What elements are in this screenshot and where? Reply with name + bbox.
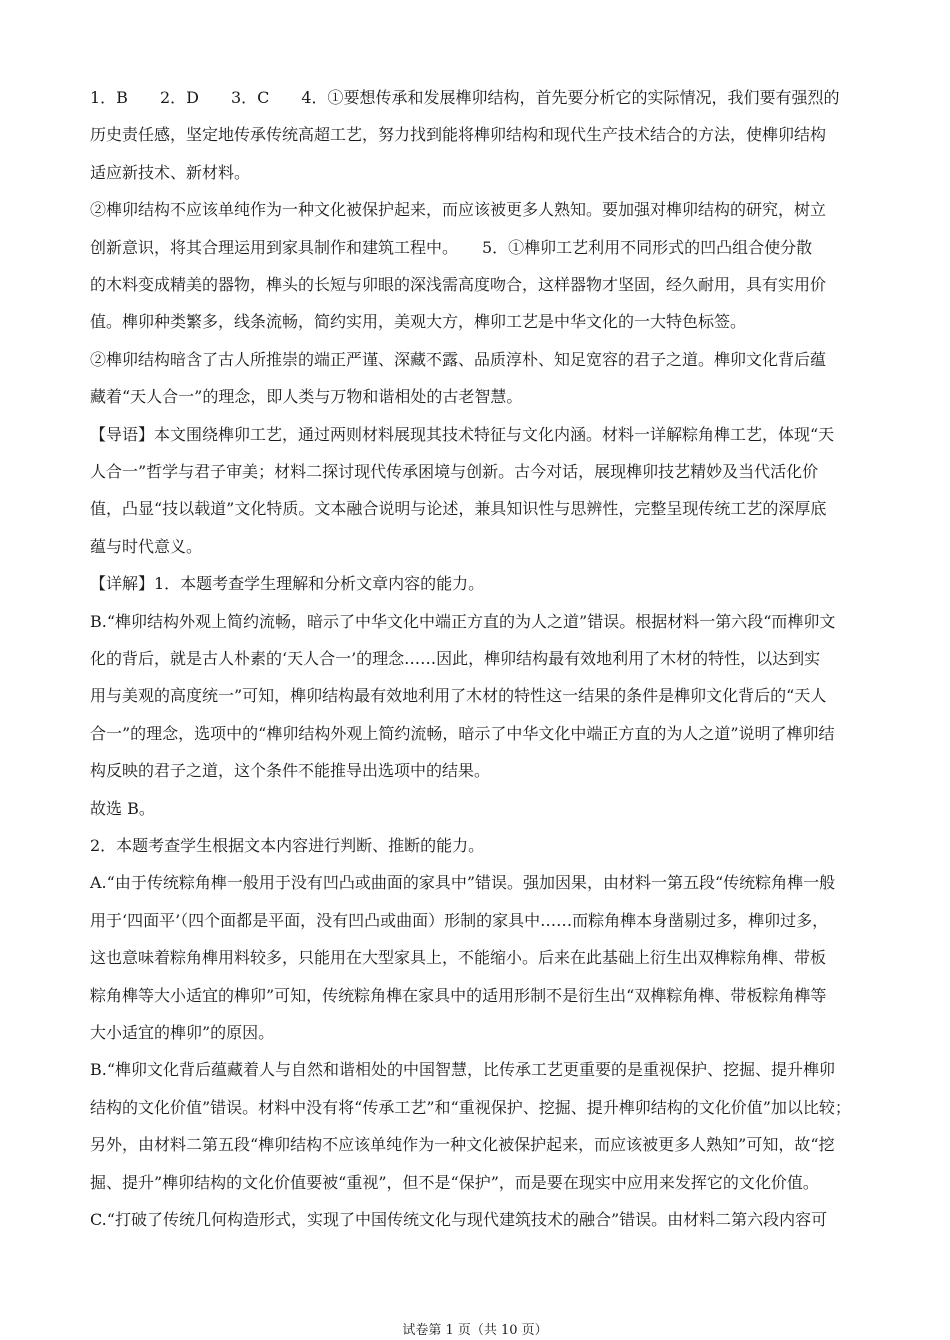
page-footer: 试卷第 1 页（共 10 页）	[402, 1323, 548, 1338]
text-line: 用与美观的高度统一”可知，榫卯结构最有效地利用了木材的特性这一结果的条件是榫卯文化背后的“天人	[90, 686, 827, 706]
text-line: 掘、提升”榫卯结构的文化价值要被“重视”，但不是“保护”，而是要在现实中应用来发挥它的文化价值。	[90, 1172, 819, 1192]
text-line: ②榫卯结构不应该单纯作为一种文化被保护起来，而应该被更多人熟知。要加强对榫卯结构的研究，树立	[90, 200, 827, 220]
text-line: 用于‘四面平’（四个面都是平面，没有凹凸或曲面）形制的家具中……而粽角榫本身凿剔过多，榫卯过多，	[90, 910, 829, 930]
text-line: 历史责任感，坚定地传承传统高超工艺，努力找到能将榫卯结构和现代生产技术结合的方法，使榫卯结构	[90, 125, 827, 145]
text-line: 故选 B。	[90, 798, 155, 818]
text-line: ②榫卯结构暗含了古人所推崇的端正严谨、深藏不露、品质淳朴、知足宽容的君子之道。榫卯文化背后蕴	[90, 349, 827, 369]
text-line: A.“由于传统粽角榫一般用于没有凹凸或曲面的家具中”错误。强加因果，由材料一第五段“传统粽角榫一般	[90, 873, 836, 893]
text-line: 粽角榫等大小适宜的榫卯”可知，传统粽角榫在家具中的适用形制不是衍生出“双榫粽角榫、带板粽角榫等	[90, 985, 827, 1005]
text-line: 值。榫卯种类繁多，线条流畅，简约实用，美观大方，榫卯工艺是中华文化的一大特色标签。	[90, 312, 747, 332]
text-line: 的木料变成精美的器物，榫头的长短与卯眼的深浅需高度吻合，这样器物才坚固，经久耐用，具有实用价	[90, 275, 827, 294]
text-line: 【导语】本文围绕榫卯工艺，通过两则材料展现其技术特征与文化内涵。材料一详解粽角榫工艺，体现“天	[90, 424, 835, 444]
text-line: 【详解】1．本题考查学生理解和分析文章内容的能力。	[90, 574, 485, 594]
text-line: 创新意识，将其合理运用到家具制作和建筑工程中。 5．①榫卯工艺利用不同形式的凹凸组合使分散	[90, 237, 813, 257]
text-line: 合一”的理念，选项中的“榫卯结构外观上简约流畅，暗示了中华文化中端正方直的为人之道”说明了榫卯结	[90, 723, 835, 743]
text-line: 另外，由材料二第五段“榫卯结构不应该单纯作为一种文化被保护起来，而应该被更多人熟知”可知，故“挖	[90, 1135, 835, 1155]
text-line: 大小适宜的榫卯”的原因。	[90, 1023, 275, 1042]
text-line: 结构的文化价值”错误。材料中没有将“传承工艺”和“重视保护、挖掘、提升榫卯结构的文化价值”加以比较；	[90, 1097, 851, 1117]
text-line: 这也意味着粽角榫用料较多，只能用在大型家具上，不能缩小。后来在此基础上衍生出双榫粽角榫、带板	[90, 948, 827, 968]
text-line: 化的背后，就是古人朴素的‘天人合一’的理念……因此，榫卯结构最有效地利用了木材的特性，以达到实	[90, 649, 821, 668]
text-line: B.“榫卯文化背后蕴藏着人与自然和谐相处的中国智慧，比传承工艺更重要的是重视保护、挖掘、提升榫卯	[90, 1060, 836, 1080]
text-line: 值，凸显“技以载道”文化特质。文本融合说明与论述，兼具知识性与思辨性，完整呈现传统工艺的深厚底	[90, 499, 827, 519]
text-line: 蕴与时代意义。	[90, 536, 203, 556]
text-line: 人合一”哲学与君子审美；材料二探讨现代传承困境与创新。古今对话，展现榫卯技艺精妙及当代活化价	[90, 462, 819, 481]
text-line: C.“打破了传统几何构造形式，实现了中国传统文化与现代建筑技术的融合”错误。由材料二第六段内容可	[90, 1210, 828, 1229]
text-line: 构反映的君子之道，这个条件不能推导出选项中的结果。	[90, 761, 491, 781]
text-line: 藏着“天人合一”的理念，即人类与万物和谐相处的古老智慧。	[90, 387, 523, 407]
text-line: B.“榫卯结构外观上简约流畅，暗示了中华文化中端正方直的为人之道”错误。根据材料一第六段“而榫卯文	[90, 611, 836, 631]
text-line: 适应新技术、新材料。	[90, 162, 251, 182]
text-line: 2．本题考查学生根据文本内容进行判断、推断的能力。	[90, 836, 485, 855]
text-line: 1．B 2．D 3．C 4．①要想传承和发展榫卯结构，首先要分析它的实际情况，我们要有强烈的	[90, 88, 840, 107]
